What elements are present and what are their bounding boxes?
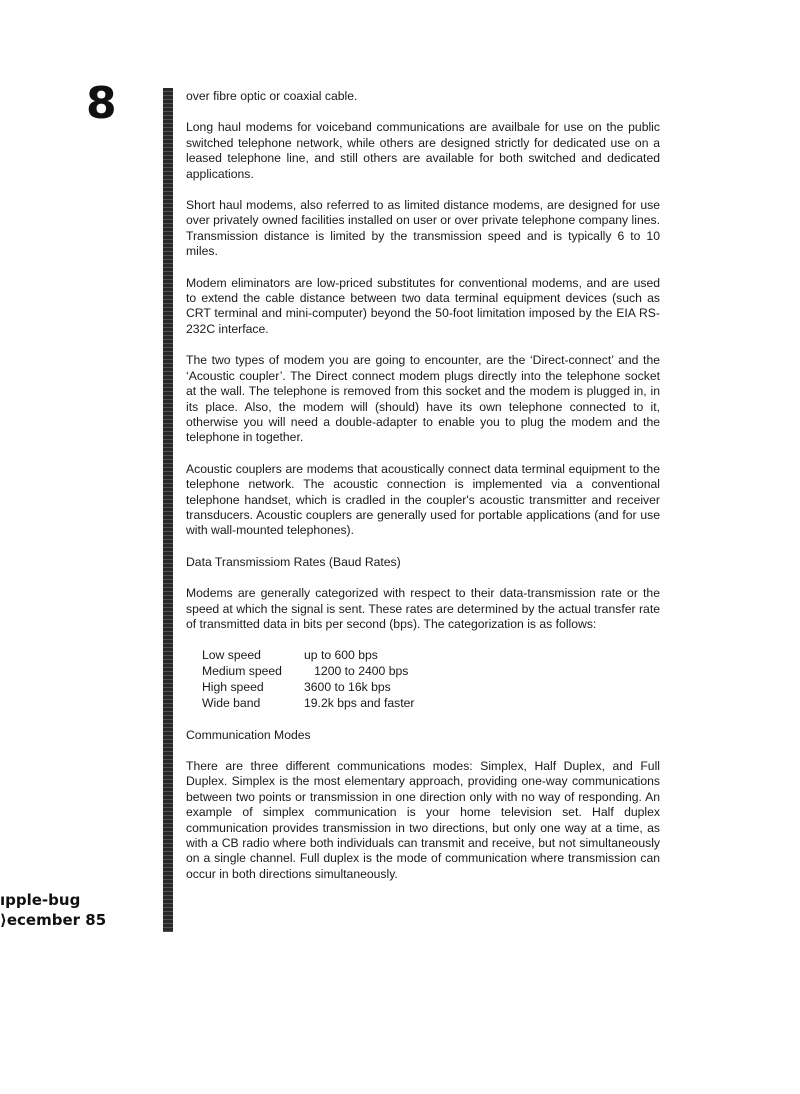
rate-value: 1200 to 2400 bps xyxy=(304,664,409,679)
rates-row xyxy=(202,648,414,664)
paragraph: Short haul modems, also referred to as limited distance modems, are designed for use over privately owned facilities installed on user or over private telephone company lines. Transmission distance is limited by the transmission speed and is typically 6 to 10 miles. xyxy=(186,198,660,259)
paragraph: Modems are generally categorized with respect to their data-transmission rate or the speed at which the signal is sent. These rates are determined by the actual transfer rate of transmitted data in bits per second (bps). The categorization is as follows: xyxy=(186,586,660,631)
section-heading-modes: Communication Modes xyxy=(186,727,311,742)
rate-label: Wide band xyxy=(202,695,261,710)
paragraph: There are three different communications modes: Simplex, Half Duplex, and Full Duplex. Simplex is the most elementary approach, providing one-way communications between two points or transmission in one direction only with no way of responding. An example of simplex communication is your home television set. Half duplex communication provides transmission in two directions, but only one way at a time, as with a CB radio where both individuals can transmit and receive, but not simultaneously on a single channel. Full duplex is the mode of communication where transmission can occur in both directions simultaneously. xyxy=(186,758,660,881)
article-body xyxy=(186,89,660,898)
page-footer xyxy=(0,890,106,930)
rates-row xyxy=(202,664,414,680)
rate-value: up to 600 bps xyxy=(304,648,378,663)
rates-table xyxy=(202,648,414,711)
paragraph: Long haul modems for voiceband communications are availbale for use on the public switched telephone network, while others are designed strictly for dedicated use on a leased telephone line, and still others are available for both switched and dedicated applications. xyxy=(186,120,660,181)
footer-publication: ıpple-bug xyxy=(0,891,81,909)
paragraph: Acoustic couplers are modems that acoustically connect data terminal equipment to the telephone network. The acoustic connection is implemented via a conventional telephone handset, which is cradled in the coupler's acoustic transmitter and receiver transducers. Acoustic couplers are generally used for portable applications (and for use with wall-mounted telephones). xyxy=(186,461,660,538)
rates-row xyxy=(202,696,414,712)
rate-value: 19.2k bps and faster xyxy=(304,695,415,710)
rates-row xyxy=(202,680,414,696)
paragraph: over fibre optic or coaxial cable. xyxy=(186,89,358,103)
rate-label: High speed xyxy=(202,679,264,694)
rate-label: Low speed xyxy=(202,648,261,663)
footer-issue-date: ⟩ecember 85 xyxy=(0,911,107,929)
section-heading-rates: Data Transmissiom Rates (Baud Rates) xyxy=(186,554,401,569)
rate-value: 3600 to 16k bps xyxy=(304,679,391,694)
margin-rule-bar xyxy=(163,88,173,932)
paragraph: The two types of modem you are going to encounter, are the ‘Direct-connect’ and the ‘Acoustic coupler’. The Direct connect modem plugs directly into the telephone socket at the wall. The telephone is removed from this socket and the modem is plugged in, in its place. Also, the modem will (should) have its own telephone connected to it, otherwise you will need a double-adapter to enable you to plug the modem and the telephone in together. xyxy=(186,353,660,445)
rate-label: Medium speed xyxy=(202,664,282,679)
page-number: 8 xyxy=(86,78,117,129)
paragraph: Modem eliminators are low-priced substitutes for conventional modems, and are used to extend the cable distance between two data terminal equipment devices (such as CRT terminal and mini-computer) beyond the 50-foot limitation imposed by the EIA RS-232C interface. xyxy=(186,275,660,336)
